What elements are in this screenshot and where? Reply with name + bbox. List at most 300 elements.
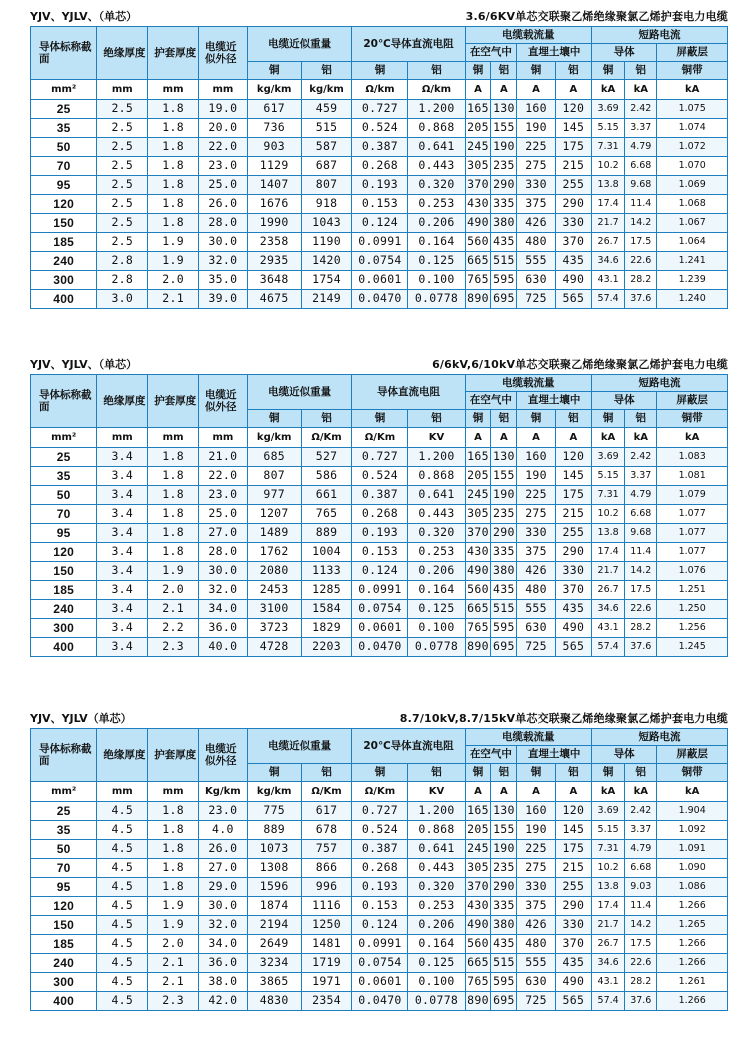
conductor-size-cell: 25 [31, 100, 97, 119]
table-cell: 13.8 [592, 176, 625, 195]
table-cell: 330 [555, 214, 591, 233]
table-cell: 1.8 [148, 802, 199, 821]
table-cell: 2.1 [148, 954, 199, 973]
table-cell: 3.37 [625, 119, 657, 138]
table-cell: 0.100 [408, 619, 465, 638]
table-cell: 190 [491, 138, 517, 157]
table-cell: 595 [491, 619, 517, 638]
header-aluminum: 铝 [555, 62, 591, 80]
table-cell: 13.8 [592, 524, 625, 543]
unit-cell: KV [408, 428, 465, 448]
table-cell: 42.0 [199, 992, 248, 1011]
table-cell: 10.2 [592, 505, 625, 524]
table-cell: 225 [517, 840, 555, 859]
table-cell: 34.0 [199, 600, 248, 619]
table-cell: 1.250 [657, 600, 728, 619]
table-cell: 0.0754 [352, 252, 408, 271]
table-cell: 11.4 [625, 543, 657, 562]
header-aluminum: 铝 [408, 764, 465, 782]
table-row [31, 448, 728, 467]
table-cell: 1.075 [657, 100, 728, 119]
table-cell: 145 [555, 119, 591, 138]
table-cell: 275 [517, 505, 555, 524]
table-cell: 21.7 [592, 214, 625, 233]
table-cell: 555 [517, 252, 555, 271]
table-row [31, 897, 728, 916]
table-cell: 1129 [247, 157, 301, 176]
table-cell: 175 [555, 840, 591, 859]
table-row [31, 802, 728, 821]
table-cell: 335 [491, 195, 517, 214]
table-cell: 1584 [301, 600, 352, 619]
table-cell: 2.8 [97, 271, 148, 290]
conductor-size-cell: 50 [31, 840, 97, 859]
table-cell: 275 [517, 859, 555, 878]
table-cell: 160 [517, 100, 555, 119]
unit-cell: Ω/km [408, 80, 465, 100]
table-cell: 1596 [247, 878, 301, 897]
table-cell: 43.1 [592, 973, 625, 992]
table-cell: 527 [301, 448, 352, 467]
table-cell: 0.0991 [352, 581, 408, 600]
table-cell: 435 [491, 581, 517, 600]
table-cell: 0.268 [352, 157, 408, 176]
table-cell: 1.9 [148, 252, 199, 271]
table-cell: 515 [491, 954, 517, 973]
table-cell: 21.7 [592, 562, 625, 581]
cable-spec-table [30, 728, 728, 1011]
table-cell: 130 [491, 100, 517, 119]
table-cell: 22.0 [199, 138, 248, 157]
header-resistance: 导体直流电阻 [352, 375, 465, 410]
table-cell: 1116 [301, 897, 352, 916]
header-aluminum: 铝 [555, 764, 591, 782]
header-aluminum: 铝 [491, 62, 517, 80]
table-cell: 1.8 [148, 505, 199, 524]
table-body [31, 428, 728, 657]
table-cell: 0.124 [352, 214, 408, 233]
table-cell: 2.3 [148, 638, 199, 657]
conductor-size-cell: 240 [31, 954, 97, 973]
header-aluminum: 铝 [555, 410, 591, 428]
conductor-size-cell: 25 [31, 448, 97, 467]
table-cell: 1.8 [148, 100, 199, 119]
table-cell: 1.9 [148, 562, 199, 581]
header-short-circuit: 短路电流 [592, 27, 728, 44]
table-cell: 11.4 [625, 195, 657, 214]
table-cell: 22.6 [625, 954, 657, 973]
table-cell: 6.68 [625, 157, 657, 176]
table-cell: 2354 [301, 992, 352, 1011]
table-cell: 1.251 [657, 581, 728, 600]
table-row [31, 233, 728, 252]
conductor-size-cell: 95 [31, 176, 97, 195]
units-row [31, 428, 728, 448]
conductor-size-cell: 185 [31, 935, 97, 954]
conductor-size-cell: 240 [31, 252, 97, 271]
table-cell: 28.2 [625, 271, 657, 290]
header-copper: 铜 [247, 410, 301, 428]
table-cell: 0.125 [408, 252, 465, 271]
table-cell: 2.0 [148, 935, 199, 954]
unit-cell: A [517, 80, 555, 100]
cable-title: 6/6kV,6/10kV单芯交联聚乙烯绝缘聚氯乙烯护套电力电缆 [432, 358, 728, 371]
unit-cell: kA [625, 80, 657, 100]
table-cell: 3648 [247, 271, 301, 290]
table-cell: 1481 [301, 935, 352, 954]
table-cell: 4728 [247, 638, 301, 657]
conductor-size-cell: 185 [31, 233, 97, 252]
table-cell: 27.0 [199, 859, 248, 878]
table-cell: 515 [491, 252, 517, 271]
conductor-size-cell: 300 [31, 271, 97, 290]
table-cell: 17.4 [592, 543, 625, 562]
table-cell: 0.0601 [352, 973, 408, 992]
table-cell: 1.266 [657, 897, 728, 916]
header-buried: 直埋土壤中 [517, 44, 592, 62]
table-row [31, 878, 728, 897]
table-cell: 765 [465, 619, 491, 638]
table-cell: 4.79 [625, 138, 657, 157]
table-cell: 0.193 [352, 176, 408, 195]
conductor-size-cell: 95 [31, 524, 97, 543]
unit-cell: mm [148, 782, 199, 802]
table-cell: 330 [517, 878, 555, 897]
table-cell: 0.164 [408, 233, 465, 252]
table-cell: 0.443 [408, 157, 465, 176]
table-cell: 30.0 [199, 233, 248, 252]
table-cell: 560 [465, 581, 491, 600]
table-cell: 0.387 [352, 486, 408, 505]
table-cell: 807 [247, 467, 301, 486]
table-cell: 2649 [247, 935, 301, 954]
table-cell: 0.0778 [408, 290, 465, 309]
table-cell: 235 [491, 859, 517, 878]
table-cell: 490 [555, 973, 591, 992]
table-cell: 890 [465, 992, 491, 1011]
table-cell: 28.0 [199, 214, 248, 233]
unit-cell: A [555, 782, 591, 802]
unit-cell: kA [657, 80, 728, 100]
table-cell: 26.7 [592, 233, 625, 252]
table-cell: 0.0601 [352, 271, 408, 290]
table-cell: 4.5 [97, 897, 148, 916]
table-cell: 370 [465, 878, 491, 897]
table-cell: 10.2 [592, 157, 625, 176]
table-cell: 130 [491, 802, 517, 821]
table-row [31, 581, 728, 600]
conductor-size-cell: 400 [31, 290, 97, 309]
table-cell: 2.5 [97, 138, 148, 157]
table-cell: 57.4 [592, 992, 625, 1011]
table-cell: 736 [247, 119, 301, 138]
header-copper: 铜 [465, 410, 491, 428]
unit-cell: kg/km [247, 428, 301, 448]
table-cell: 435 [555, 600, 591, 619]
unit-cell: A [465, 782, 491, 802]
table-cell: 890 [465, 638, 491, 657]
table-cell: 459 [301, 100, 352, 119]
table-cell: 28.0 [199, 543, 248, 562]
table-cell: 205 [465, 467, 491, 486]
header-conductor-current: 导体 [592, 392, 657, 410]
header-aluminum: 铝 [301, 62, 352, 80]
table-cell: 765 [465, 271, 491, 290]
table-cell: 0.320 [408, 176, 465, 195]
table-cell: 757 [301, 840, 352, 859]
table-cell: 38.0 [199, 973, 248, 992]
unit-cell: mm² [31, 428, 97, 448]
table-cell: 0.268 [352, 505, 408, 524]
table-cell: 190 [491, 486, 517, 505]
table-cell: 2.5 [97, 119, 148, 138]
table-cell: 370 [465, 524, 491, 543]
table-cell: 26.0 [199, 195, 248, 214]
table-cell: 7.31 [592, 486, 625, 505]
table-cell: 215 [555, 157, 591, 176]
table-cell: 490 [465, 916, 491, 935]
table-cell: 165 [465, 802, 491, 821]
table-cell: 3.4 [97, 467, 148, 486]
table-cell: 1207 [247, 505, 301, 524]
header-conductor-current: 导体 [592, 746, 657, 764]
header-copper: 铜 [352, 62, 408, 80]
table-cell: 5.15 [592, 821, 625, 840]
unit-cell: mm [199, 80, 248, 100]
unit-cell: Ω/Km [352, 428, 408, 448]
table-cell: 335 [491, 543, 517, 562]
header-sheath-thickness: 护套厚度 [148, 729, 199, 782]
table-cell: 1.239 [657, 271, 728, 290]
conductor-size-cell: 50 [31, 486, 97, 505]
table-cell: 14.2 [625, 562, 657, 581]
table-row [31, 916, 728, 935]
table-cell: 370 [555, 233, 591, 252]
table-cell: 205 [465, 119, 491, 138]
table-cell: 1.261 [657, 973, 728, 992]
section-heading [0, 352, 750, 374]
table-cell: 435 [491, 233, 517, 252]
table-cell: 3723 [247, 619, 301, 638]
cable-title: 8.7/10kV,8.7/15kV单芯交联聚乙烯绝缘聚氯乙烯护套电力电缆 [399, 712, 728, 725]
header-insulation-thickness: 绝缘厚度 [97, 729, 148, 782]
table-cell: 4.5 [97, 935, 148, 954]
header-copper-tape: 铜带 [657, 410, 728, 428]
unit-cell: kg/km [247, 80, 301, 100]
conductor-size-cell: 35 [31, 467, 97, 486]
table-cell: 595 [491, 973, 517, 992]
table-cell: 37.6 [625, 638, 657, 657]
table-cell: 3.4 [97, 562, 148, 581]
table-cell: 34.6 [592, 252, 625, 271]
table-row [31, 619, 728, 638]
table-cell: 0.0601 [352, 619, 408, 638]
table-cell: 14.2 [625, 916, 657, 935]
table-cell: 0.206 [408, 562, 465, 581]
header-buried: 直埋土壤中 [517, 392, 592, 410]
unit-cell: kA [657, 782, 728, 802]
table-cell: 0.868 [408, 119, 465, 138]
table-cell: 0.524 [352, 821, 408, 840]
table-cell: 1.069 [657, 176, 728, 195]
table-cell: 1.077 [657, 505, 728, 524]
table-cell: 3100 [247, 600, 301, 619]
table-body [31, 80, 728, 309]
table-cell: 1.8 [148, 486, 199, 505]
cable-section-2 [0, 352, 750, 654]
table-cell: 335 [491, 897, 517, 916]
table-cell: 490 [465, 214, 491, 233]
table-cell: 630 [517, 271, 555, 290]
header-resistance: 20℃导体直流电阻 [352, 729, 465, 764]
table-cell: 695 [491, 638, 517, 657]
table-cell: 3.4 [97, 448, 148, 467]
table-cell: 330 [555, 916, 591, 935]
table-cell: 695 [491, 992, 517, 1011]
table-header [31, 27, 728, 80]
table-cell: 3.4 [97, 600, 148, 619]
table-cell: 34.0 [199, 935, 248, 954]
table-cell: 2203 [301, 638, 352, 657]
header-weight: 电缆近似重量 [247, 27, 352, 62]
table-cell: 1874 [247, 897, 301, 916]
table-cell: 0.727 [352, 448, 408, 467]
table-cell: 1.266 [657, 992, 728, 1011]
table-cell: 120 [555, 448, 591, 467]
conductor-size-cell: 70 [31, 859, 97, 878]
table-cell: 1.265 [657, 916, 728, 935]
table-cell: 2080 [247, 562, 301, 581]
table-cell: 725 [517, 992, 555, 1011]
conductor-size-cell: 120 [31, 897, 97, 916]
table-cell: 0.253 [408, 543, 465, 562]
table-cell: 1762 [247, 543, 301, 562]
table-row [31, 157, 728, 176]
header-insulation-thickness: 绝缘厚度 [97, 27, 148, 80]
table-cell: 0.0991 [352, 935, 408, 954]
table-row [31, 290, 728, 309]
table-cell: 1.8 [148, 176, 199, 195]
table-cell: 1.8 [148, 214, 199, 233]
table-cell: 0.193 [352, 524, 408, 543]
table-cell: 1420 [301, 252, 352, 271]
header-copper: 铜 [247, 62, 301, 80]
table-cell: 32.0 [199, 581, 248, 600]
table-cell: 0.641 [408, 486, 465, 505]
table-cell: 3.37 [625, 821, 657, 840]
table-cell: 255 [555, 176, 591, 195]
table-row [31, 562, 728, 581]
table-cell: 765 [301, 505, 352, 524]
table-cell: 225 [517, 138, 555, 157]
table-cell: 1.072 [657, 138, 728, 157]
table-cell: 4.5 [97, 992, 148, 1011]
table-cell: 3.4 [97, 619, 148, 638]
table-cell: 380 [491, 916, 517, 935]
cable-section-1 [0, 4, 750, 306]
table-cell: 305 [465, 505, 491, 524]
table-cell: 2194 [247, 916, 301, 935]
header-conductor-section: 导体标称截面 [31, 729, 97, 782]
table-cell: 560 [465, 935, 491, 954]
table-header [31, 729, 728, 782]
unit-cell: kA [625, 782, 657, 802]
table-cell: 725 [517, 638, 555, 657]
cable-model-label: YJV、YJLV、（单芯） [30, 358, 138, 371]
header-copper: 铜 [352, 764, 408, 782]
unit-cell: mm [97, 782, 148, 802]
table-cell: 617 [247, 100, 301, 119]
table-cell: 490 [465, 562, 491, 581]
table-cell: 515 [301, 119, 352, 138]
table-cell: 160 [517, 448, 555, 467]
conductor-size-cell: 150 [31, 562, 97, 581]
table-cell: 160 [517, 802, 555, 821]
unit-cell: kA [592, 782, 625, 802]
table-cell: 32.0 [199, 252, 248, 271]
conductor-size-cell: 300 [31, 973, 97, 992]
table-cell: 23.0 [199, 157, 248, 176]
cable-model-label: YJV、YJLV、（单芯） [30, 10, 138, 23]
table-cell: 2.2 [148, 619, 199, 638]
table-cell: 0.0778 [408, 992, 465, 1011]
conductor-size-cell: 185 [31, 581, 97, 600]
table-cell: 1.8 [148, 195, 199, 214]
table-cell: 57.4 [592, 290, 625, 309]
table-cell: 4675 [247, 290, 301, 309]
table-row [31, 992, 728, 1011]
table-cell: 40.0 [199, 638, 248, 657]
table-cell: 0.0470 [352, 638, 408, 657]
table-cell: 225 [517, 486, 555, 505]
table-cell: 1285 [301, 581, 352, 600]
table-cell: 1.240 [657, 290, 728, 309]
table-cell: 0.387 [352, 840, 408, 859]
table-cell: 190 [491, 840, 517, 859]
table-cell: 1.9 [148, 916, 199, 935]
header-insulation-thickness: 绝缘厚度 [97, 375, 148, 428]
unit-cell: kA [592, 428, 625, 448]
table-cell: 426 [517, 214, 555, 233]
table-cell: 0.153 [352, 543, 408, 562]
section-heading [0, 706, 750, 728]
header-conductor-section: 导体标称截面 [31, 27, 97, 80]
table-row [31, 600, 728, 619]
table-cell: 1.067 [657, 214, 728, 233]
table-row [31, 176, 728, 195]
table-cell: 630 [517, 619, 555, 638]
conductor-size-cell: 400 [31, 638, 97, 657]
header-sheath-thickness: 护套厚度 [148, 27, 199, 80]
table-cell: 0.443 [408, 859, 465, 878]
table-cell: 1.200 [408, 802, 465, 821]
table-cell: 245 [465, 138, 491, 157]
table-cell: 0.125 [408, 954, 465, 973]
header-ampacity: 电缆载流量 [465, 27, 592, 44]
unit-cell: A [517, 782, 555, 802]
table-cell: 330 [517, 176, 555, 195]
table-cell: 215 [555, 859, 591, 878]
table-cell: 1829 [301, 619, 352, 638]
header-outer-diameter: 电缆近似外径 [199, 27, 248, 80]
table-cell: 1190 [301, 233, 352, 252]
header-copper-tape: 铜带 [657, 764, 728, 782]
table-cell: 1.068 [657, 195, 728, 214]
table-cell: 3.4 [97, 581, 148, 600]
unit-cell: kA [592, 80, 625, 100]
table-cell: 426 [517, 916, 555, 935]
table-cell: 255 [555, 524, 591, 543]
